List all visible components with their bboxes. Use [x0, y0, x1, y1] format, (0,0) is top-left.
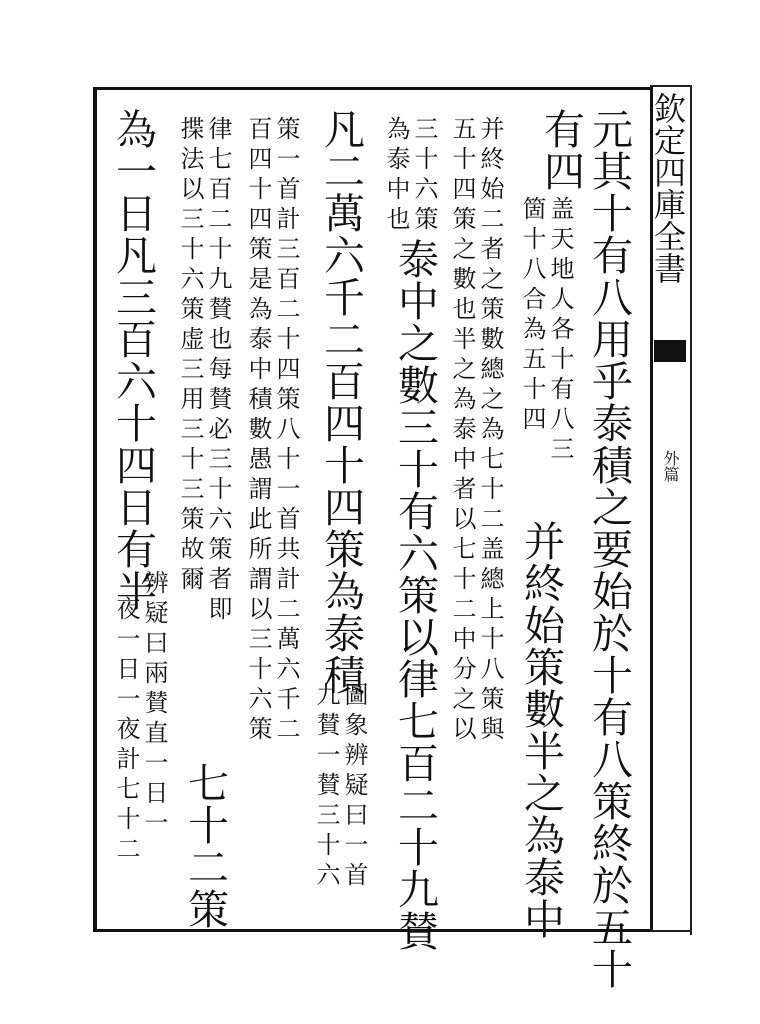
- commentary-column-8a: 圖象辨疑曰一首: [340, 682, 368, 892]
- commentary-column-10a: 律七百二十九賛也每賛必三十六策者即: [204, 116, 232, 626]
- border-top-rule: [93, 87, 653, 90]
- main-text-column-4: 并終始策數半之為泰中: [517, 520, 565, 940]
- commentary-column-2a: 盖天地人各十有八三: [546, 196, 574, 466]
- commentary-column-2b: 箇十八合為五十四: [518, 196, 546, 436]
- main-text-column-7: 凡二萬六千二百四十四策為泰積: [317, 108, 365, 696]
- commentary-column-13a: 辨疑曰兩賛直一日一: [140, 570, 168, 840]
- book-title: 欽定四庫全書: [649, 92, 687, 284]
- commentary-column-3a: 并終始二者之策數總之為七十二盖總上十八策與: [476, 116, 504, 746]
- border-bottom-rule: [93, 929, 653, 932]
- margin-band-rule: [690, 85, 692, 935]
- commentary-column-5b: 為泰中也: [382, 116, 410, 236]
- commentary-column-3b: 五十四策之數也半之為泰中者以七十二中分之以: [448, 116, 476, 746]
- commentary-column-5a: 三十六策: [410, 116, 438, 236]
- margin-band-bottom: [650, 930, 692, 932]
- commentary-column-9b: 百四十四策是為泰中積數愚謂此所謂以三十六策: [244, 116, 272, 746]
- fish-tail-mark-icon: [654, 340, 686, 362]
- main-text-column-11: 七十二策: [181, 762, 229, 930]
- main-text-column-12: 為一日凡三百六十四日有半: [109, 108, 157, 612]
- main-text-column-1: 元其十有八用乎泰積之要始於十有八策終於五十: [585, 108, 633, 990]
- margin-band-top: [650, 85, 692, 87]
- commentary-column-10b: 揲法以三十六策虚三用三十三策故爾: [176, 116, 204, 596]
- commentary-column-13b: 夜一日一夜計七十二: [112, 596, 140, 866]
- commentary-column-8b: 九賛一賛三十六: [312, 682, 340, 892]
- main-text-column-2: 有四: [537, 108, 585, 192]
- section-label: 外篇: [661, 450, 680, 482]
- commentary-column-9a: 策一首計三百二十四策八十一首共計二萬六千二: [272, 116, 300, 746]
- main-text-column-6: 泰中之數三十有六策以律七百二十九賛: [391, 238, 439, 952]
- border-left-rule: [93, 87, 97, 932]
